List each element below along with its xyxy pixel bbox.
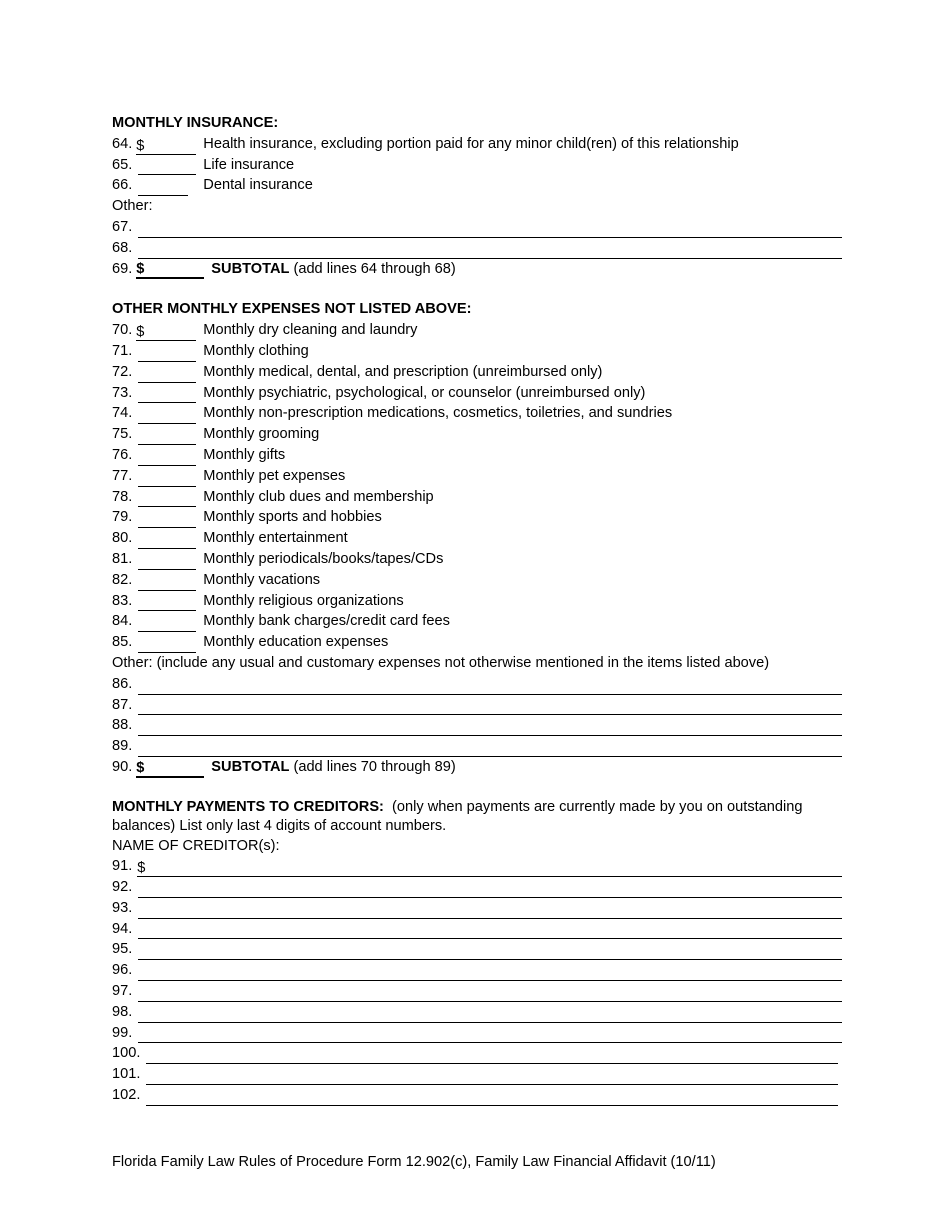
other-field-67[interactable] — [138, 222, 842, 238]
line-102 — [112, 1085, 842, 1106]
line-number: 69. — [112, 260, 133, 277]
line-label: Monthly education expenses — [203, 634, 389, 651]
line-label: Monthly gifts — [203, 446, 286, 463]
line-91 — [112, 856, 842, 877]
line-95 — [112, 939, 842, 960]
line-98 — [112, 1002, 842, 1023]
other-field-86[interactable] — [138, 679, 842, 695]
dollar-sign: $ — [136, 137, 145, 154]
line-79 — [112, 507, 842, 528]
line-number: 82. — [112, 571, 133, 588]
line-74 — [112, 403, 842, 424]
line-82 — [112, 570, 842, 591]
dollar-sign: $ — [136, 323, 145, 340]
creditors-description: (only when payments are currently made by you on outstanding balances) List only last 4 digits of account numbers. — [112, 798, 803, 835]
line-number: 102. — [112, 1086, 141, 1103]
amount-field-80[interactable] — [138, 533, 196, 549]
creditor-field-93[interactable] — [138, 903, 842, 919]
line-label: Monthly dry cleaning and laundry — [203, 322, 418, 339]
creditor-field-92[interactable] — [138, 882, 842, 898]
line-100 — [112, 1043, 842, 1064]
line-number: 97. — [112, 982, 133, 999]
subtotal-field-69[interactable] — [136, 262, 204, 279]
line-number: 76. — [112, 446, 133, 463]
line-number: 75. — [112, 426, 133, 443]
amount-field-77[interactable] — [138, 471, 196, 487]
line-number: 88. — [112, 717, 133, 734]
line-71 — [112, 341, 842, 362]
line-label: Monthly religious organizations — [203, 592, 404, 609]
line-89 — [112, 736, 842, 757]
line-number: 101. — [112, 1066, 141, 1083]
line-number: 99. — [112, 1024, 133, 1041]
amount-field-76[interactable] — [138, 450, 196, 466]
other-field-88[interactable] — [138, 720, 842, 736]
line-number: 92. — [112, 879, 133, 895]
line-number: 86. — [112, 675, 133, 692]
line-number: 100. — [112, 1045, 141, 1062]
line-number: 94. — [112, 920, 133, 937]
line-number: 67. — [112, 218, 133, 235]
line-65 — [112, 155, 842, 176]
line-76 — [112, 445, 842, 466]
dollar-sign: $ — [136, 759, 145, 776]
amount-field-83[interactable] — [138, 595, 196, 611]
line-83 — [112, 591, 842, 612]
amount-field-84[interactable] — [138, 616, 196, 632]
amount-field-81[interactable] — [138, 554, 196, 570]
form-page — [112, 113, 842, 1106]
line-label: Monthly sports and hobbies — [203, 509, 382, 526]
insurance-heading: MONTHLY INSURANCE: — [112, 115, 279, 131]
line-101 — [112, 1064, 842, 1085]
subtotal-note: (add lines 64 through 68) — [293, 260, 456, 277]
line-label: Monthly bank charges/credit card fees — [203, 613, 450, 630]
line-number: 90. — [112, 758, 133, 775]
line-67 — [112, 217, 842, 238]
line-number: 65. — [112, 156, 133, 173]
line-99 — [112, 1023, 842, 1044]
line-92 — [112, 877, 842, 898]
line-label: Monthly psychiatric, psychological, or counselor (unreimbursed only) — [203, 384, 646, 401]
line-68 — [112, 238, 842, 259]
line-93 — [112, 898, 842, 919]
amount-field-78[interactable] — [138, 491, 196, 507]
creditor-field-102[interactable] — [146, 1090, 838, 1106]
creditors-heading: MONTHLY PAYMENTS TO CREDITORS: — [112, 798, 384, 815]
line-number: 77. — [112, 467, 133, 484]
creditor-field-101[interactable] — [146, 1069, 838, 1085]
line-label: Health insurance, excluding portion paid for any minor child(ren) of this relationship — [203, 135, 739, 152]
line-number: 91. — [112, 858, 133, 875]
line-number: 66. — [112, 177, 133, 194]
line-number: 87. — [112, 696, 133, 713]
line-number: 72. — [112, 363, 133, 380]
line-number: 81. — [112, 550, 133, 567]
creditor-field-98[interactable] — [138, 1007, 842, 1023]
line-66 — [112, 175, 842, 196]
line-94 — [112, 919, 842, 940]
amount-field-65[interactable] — [138, 159, 196, 175]
page-footer: Florida Family Law Rules of Procedure Form 12.902(c), Family Law Financial Affidavit (10/11) — [112, 1154, 716, 1170]
amount-field-74[interactable] — [138, 408, 196, 424]
line-number: 64. — [112, 135, 133, 152]
line-label: Monthly clothing — [203, 342, 309, 359]
amount-field-82[interactable] — [138, 575, 196, 591]
amount-field-72[interactable] — [138, 367, 196, 383]
line-number: 84. — [112, 613, 133, 630]
other-field-68[interactable] — [138, 243, 842, 259]
line-84 — [112, 611, 842, 632]
line-number: 98. — [112, 1003, 133, 1020]
amount-field-71[interactable] — [138, 346, 196, 362]
line-86 — [112, 674, 842, 695]
line-87 — [112, 695, 842, 716]
creditor-field-97[interactable] — [138, 986, 842, 1002]
creditor-name-label: NAME OF CREDITOR(s): — [112, 837, 280, 854]
amount-field-73[interactable] — [138, 387, 196, 403]
other-expenses-label: Other: (include any usual and customary expenses not otherwise mentioned in the items listed above) — [112, 654, 770, 671]
line-number: 79. — [112, 509, 133, 526]
line-64 — [112, 134, 842, 155]
creditor-field-94[interactable] — [138, 923, 842, 939]
line-77 — [112, 466, 842, 487]
amount-field-85[interactable] — [138, 637, 196, 653]
line-number: 85. — [112, 634, 133, 651]
line-label: Monthly vacations — [203, 571, 321, 588]
creditor-field-96[interactable] — [138, 965, 842, 981]
creditor-field-91[interactable] — [137, 861, 842, 877]
line-78 — [112, 487, 842, 508]
line-70 — [112, 320, 842, 341]
line-label: Monthly pet expenses — [203, 467, 346, 484]
creditor-field-95[interactable] — [138, 944, 842, 960]
line-label: Monthly entertainment — [203, 530, 348, 547]
line-label: Monthly grooming — [203, 426, 320, 443]
amount-field-70[interactable] — [136, 325, 196, 341]
amount-field-66[interactable] — [138, 180, 188, 196]
line-96 — [112, 960, 842, 981]
amount-field-79[interactable] — [138, 512, 196, 528]
line-number: 96. — [112, 962, 133, 979]
line-label: Life insurance — [203, 156, 295, 173]
line-85 — [112, 632, 842, 653]
other-expenses-heading: OTHER MONTHLY EXPENSES NOT LISTED ABOVE: — [112, 301, 472, 318]
line-number: 93. — [112, 899, 133, 916]
creditor-field-100[interactable] — [146, 1048, 838, 1064]
line-number: 73. — [112, 384, 133, 401]
dollar-sign: $ — [137, 860, 146, 876]
line-number: 83. — [112, 592, 133, 609]
other-label: Other: — [112, 198, 153, 215]
creditors-intro — [112, 798, 842, 837]
line-label: Monthly club dues and membership — [203, 488, 434, 505]
amount-field-75[interactable] — [138, 429, 196, 445]
line-number: 71. — [112, 342, 133, 359]
line-81 — [112, 549, 842, 570]
line-number: 78. — [112, 488, 133, 505]
line-number: 80. — [112, 530, 133, 547]
amount-field-64[interactable] — [136, 139, 196, 155]
line-number: 74. — [112, 405, 133, 422]
line-75 — [112, 424, 842, 445]
line-number: 68. — [112, 239, 133, 256]
line-label: Monthly medical, dental, and prescription (unreimbursed only) — [203, 363, 603, 380]
line-80 — [112, 528, 842, 549]
other-field-89[interactable] — [138, 741, 842, 757]
line-88 — [112, 715, 842, 736]
line-number: 89. — [112, 738, 133, 755]
line-72 — [112, 362, 842, 383]
subtotal-note: (add lines 70 through 89) — [293, 758, 456, 775]
subtotal-field-90[interactable] — [136, 761, 204, 778]
line-69-subtotal — [112, 259, 842, 280]
line-label: Dental insurance — [203, 177, 313, 194]
line-label: Monthly periodicals/books/tapes/CDs — [203, 550, 444, 567]
line-97 — [112, 981, 842, 1002]
subtotal-label: SUBTOTAL — [211, 260, 290, 277]
creditor-field-99[interactable] — [138, 1027, 842, 1043]
line-90-subtotal — [112, 757, 842, 778]
dollar-sign: $ — [136, 261, 145, 278]
line-label: Monthly non-prescription medications, cosmetics, toiletries, and sundries — [203, 405, 673, 422]
line-number: 95. — [112, 941, 133, 958]
line-number: 70. — [112, 322, 133, 339]
line-73 — [112, 383, 842, 404]
subtotal-label: SUBTOTAL — [211, 758, 290, 775]
other-field-87[interactable] — [138, 699, 842, 715]
